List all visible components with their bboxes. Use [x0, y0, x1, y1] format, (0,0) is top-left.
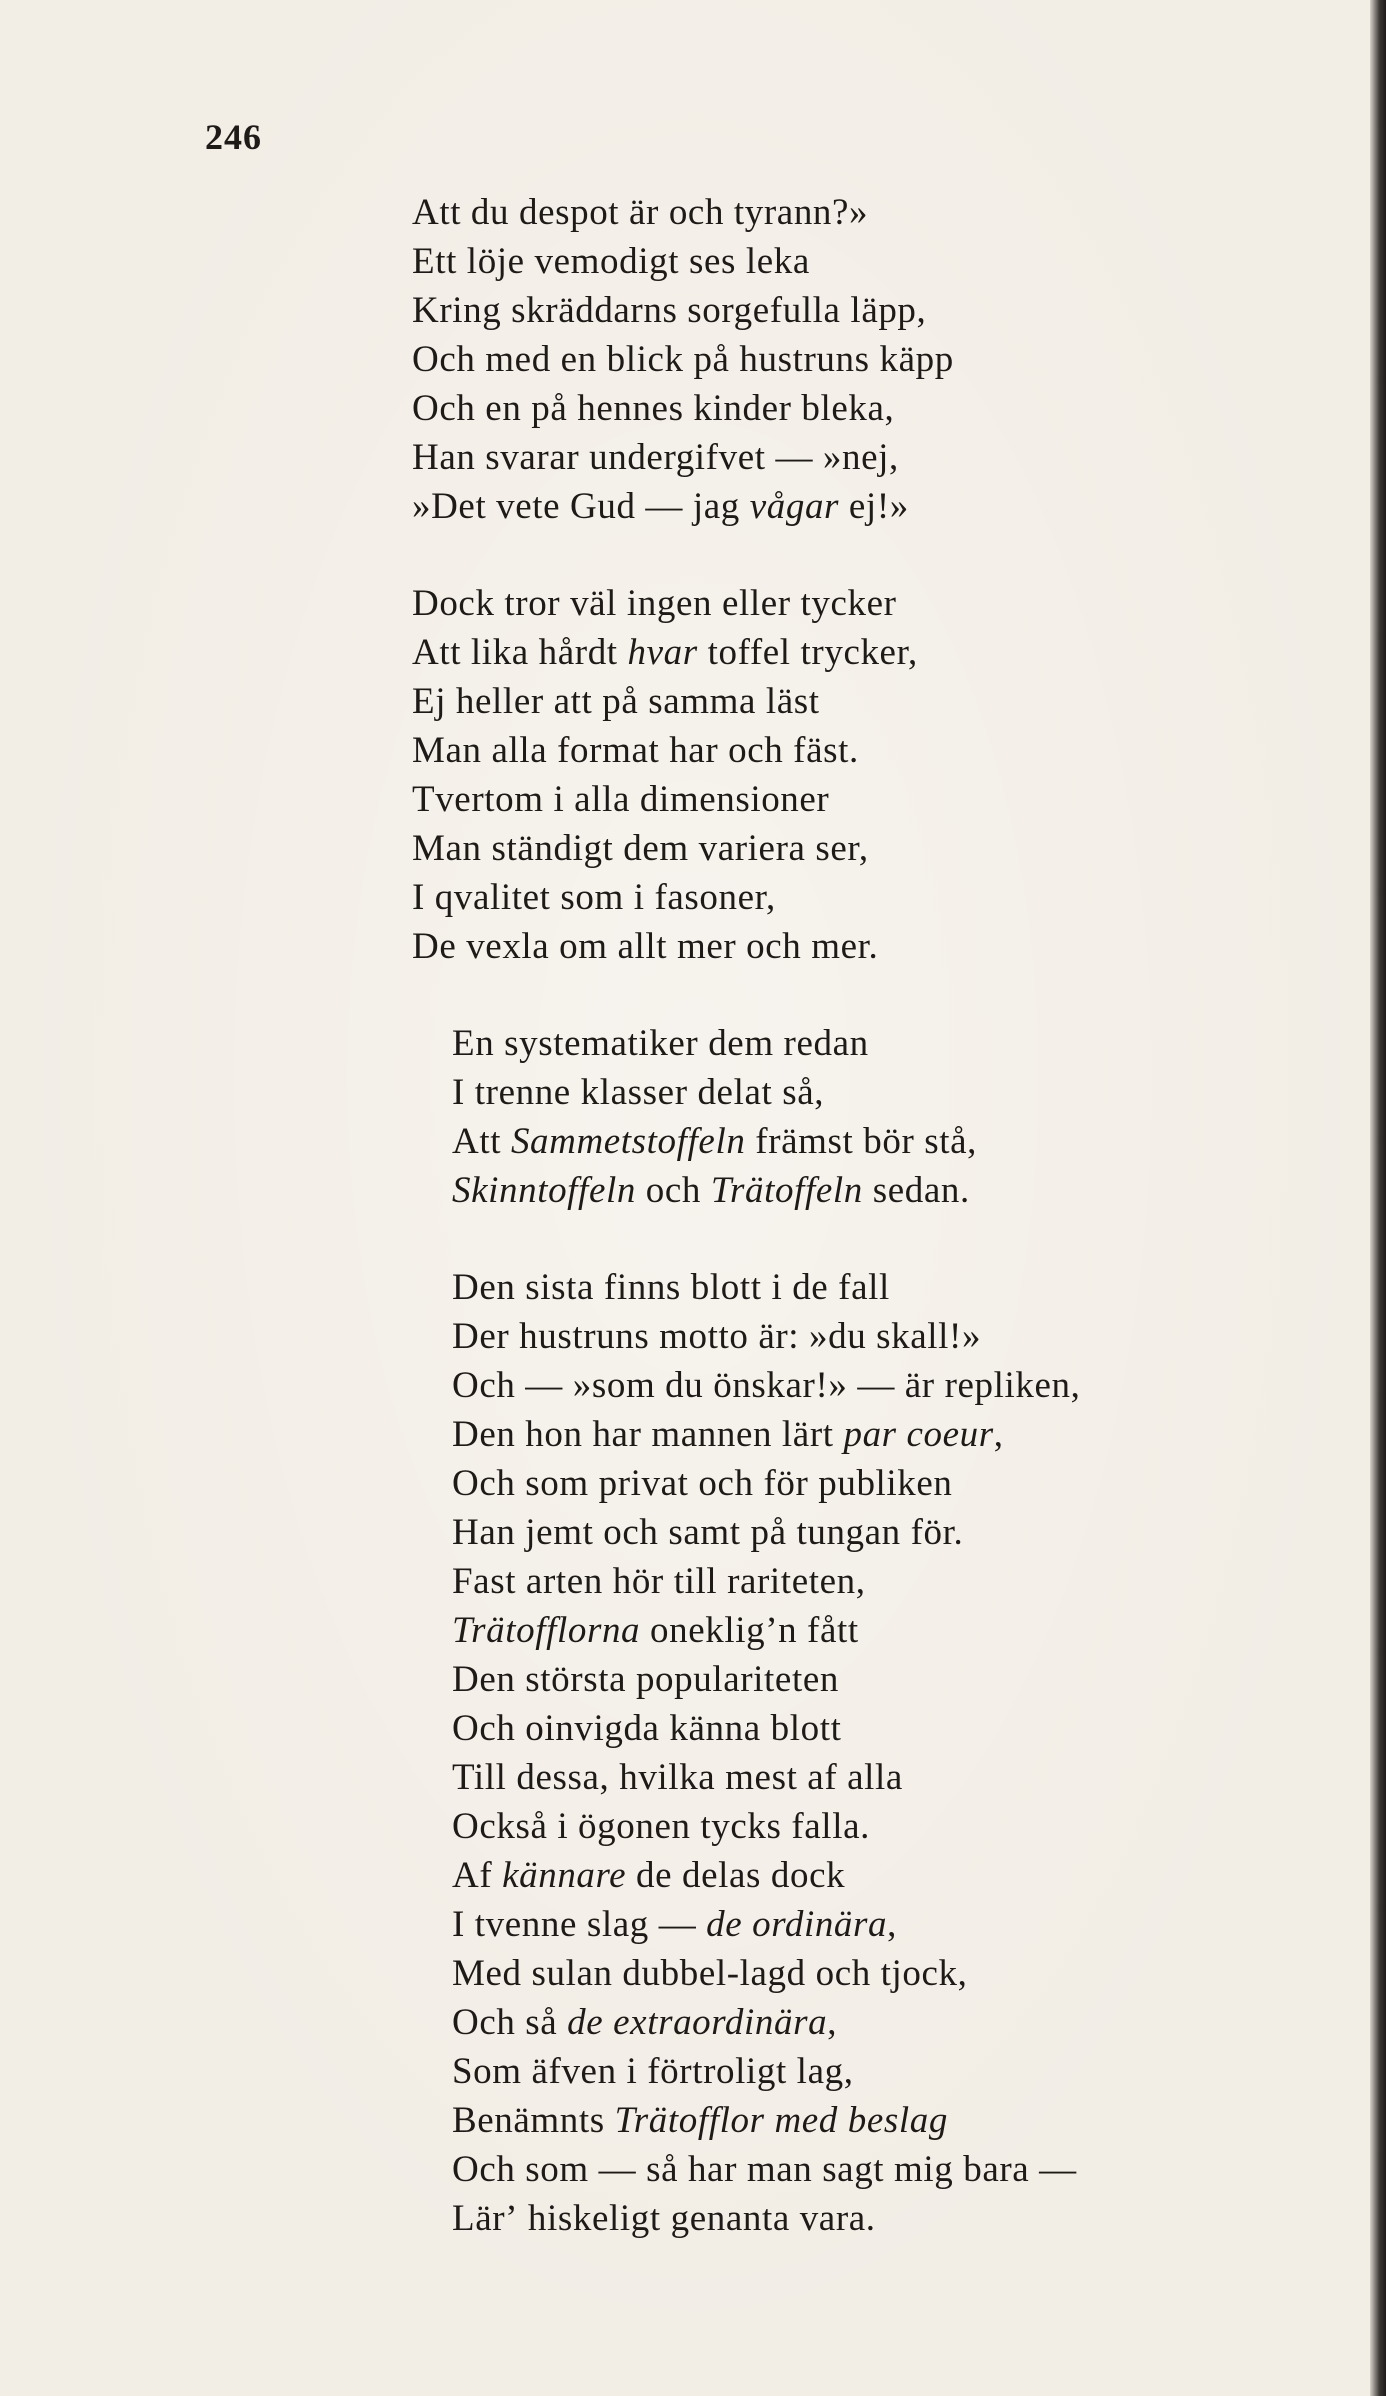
- text-segment: Att: [452, 1121, 511, 1162]
- stanza: [412, 188, 1312, 531]
- poem-line: [452, 1606, 1312, 1655]
- text-segment: Med sulan dubbel-lagd och tjock,: [452, 1953, 968, 1994]
- text-segment: »Det vete Gud — jag: [412, 486, 750, 527]
- poem-line: [452, 1117, 1312, 1166]
- text-segment: I trenne klasser delat så,: [452, 1072, 825, 1113]
- text-segment: Tvertom i alla dimensioner: [412, 779, 830, 820]
- text-segment: toffel trycker,: [697, 632, 918, 673]
- poem-line: [452, 1312, 1312, 1361]
- poem-line: [452, 1019, 1312, 1068]
- text-segment: ,: [993, 1414, 1004, 1455]
- page-number: 246: [205, 117, 262, 157]
- poem-line: [452, 1459, 1312, 1508]
- text-segment: Och som privat och för publiken: [452, 1463, 953, 1504]
- italic-phrase: de ordinära: [706, 1904, 888, 1945]
- poem-line: [412, 677, 1312, 726]
- poem-line: [412, 775, 1312, 824]
- poem-line: [412, 628, 1312, 677]
- text-segment: Fast arten hör till rariteten,: [452, 1561, 866, 1602]
- italic-phrase: kännare: [502, 1855, 627, 1896]
- text-segment: Lärʼ hiskeligt genanta vara.: [452, 2198, 876, 2239]
- poem-line: [452, 1802, 1312, 1851]
- text-segment: sedan.: [862, 1170, 970, 1211]
- text-segment: främst bör stå,: [745, 1121, 977, 1162]
- text-segment: Till dessa, hvilka mest af alla: [452, 1757, 903, 1798]
- poem-line: [452, 1068, 1312, 1117]
- italic-phrase: Skinntoffeln: [452, 1170, 636, 1211]
- text-segment: onekligʼn fått: [640, 1610, 859, 1651]
- italic-phrase: hvar: [627, 632, 698, 673]
- text-segment: Han jemt och samt på tungan för.: [452, 1512, 964, 1553]
- poem-line: [452, 1949, 1312, 1998]
- text-segment: De vexla om allt mer och mer.: [412, 926, 879, 967]
- text-segment: Den hon har mannen lärt: [452, 1414, 844, 1455]
- text-segment: ,: [887, 1904, 897, 1945]
- text-segment: Och som — så har man sagt mig bara —: [452, 2149, 1077, 2190]
- poem-line: [452, 1655, 1312, 1704]
- poem-line: [452, 1508, 1312, 1557]
- text-segment: Som äfven i förtroligt lag,: [452, 2051, 854, 2092]
- poem-line: [452, 1900, 1312, 1949]
- poem-line: [452, 1166, 1312, 1215]
- text-segment: Den sista finns blott i de fall: [452, 1267, 890, 1308]
- text-segment: ej!»: [839, 486, 909, 527]
- italic-phrase: de extraordinära: [567, 2002, 828, 2043]
- text-segment: Der hustruns motto är: »du skall!»: [452, 1316, 982, 1357]
- text-segment: och: [635, 1170, 711, 1211]
- italic-phrase: par coeur: [843, 1414, 994, 1455]
- poem-line: [452, 1410, 1312, 1459]
- text-segment: I qvalitet som i fasoner,: [412, 877, 776, 918]
- stanza: [412, 1019, 1312, 1215]
- text-segment: I tvenne slag —: [452, 1904, 707, 1945]
- poem-line: [412, 433, 1312, 482]
- page-edge: [1370, 0, 1386, 2396]
- text-segment: Han svarar undergifvet — »nej,: [412, 437, 899, 478]
- text-segment: ,: [827, 2002, 838, 2043]
- poem-line: [412, 824, 1312, 873]
- text-segment: Att du despot är och tyrann?»: [412, 192, 869, 233]
- poem-line: [452, 2145, 1312, 2194]
- poem-line: [452, 1704, 1312, 1753]
- poem-line: [412, 188, 1312, 237]
- poem-line: [412, 286, 1312, 335]
- italic-phrase: Trätofflor med beslag: [614, 2100, 948, 2141]
- text-segment: Och oinvigda känna blott: [452, 1708, 842, 1749]
- text-segment: Kring skräddarns sorgefulla läpp,: [412, 290, 927, 331]
- italic-phrase: Sammetstoffeln: [510, 1121, 746, 1162]
- poem-line: [452, 2096, 1312, 2145]
- poem-line: [452, 1557, 1312, 1606]
- text-segment: Af: [452, 1855, 503, 1896]
- stanza: [412, 1263, 1312, 2243]
- poem-line: [412, 482, 1312, 531]
- text-segment: Den största populariteten: [452, 1659, 839, 1700]
- poem-line: [412, 873, 1312, 922]
- text-segment: Och en på hennes kinder bleka,: [412, 388, 895, 429]
- text-segment: Dock tror väl ingen eller tycker: [412, 583, 897, 624]
- poem-line: [452, 1263, 1312, 1312]
- stanza: [412, 579, 1312, 971]
- poem-line: [412, 384, 1312, 433]
- poem-line: [452, 1753, 1312, 1802]
- text-segment: En systematiker dem redan: [452, 1023, 869, 1064]
- text-segment: Man ständigt dem variera ser,: [412, 828, 869, 869]
- poem-line: [412, 335, 1312, 384]
- text-segment: Ej heller att på samma läst: [412, 681, 820, 722]
- poem-line: [412, 922, 1312, 971]
- text-segment: Man alla format har och fäst.: [412, 730, 859, 771]
- poem-line: [452, 1998, 1312, 2047]
- poem-line: [412, 237, 1312, 286]
- text-segment: Att lika hårdt: [412, 632, 628, 673]
- poem-line: [452, 1361, 1312, 1410]
- poem-line: [452, 2194, 1312, 2243]
- poem-line: [452, 1851, 1312, 1900]
- poem-line: [412, 726, 1312, 775]
- text-segment: Och med en blick på hustruns käpp: [412, 339, 954, 380]
- poem-text: [412, 188, 1312, 2291]
- text-segment: Och — »som du önskar!» — är repliken,: [452, 1365, 1081, 1406]
- text-segment: Benämnts: [452, 2100, 615, 2141]
- text-segment: Också i ögonen tycks falla.: [452, 1806, 870, 1847]
- text-segment: Och så: [452, 2002, 568, 2043]
- poem-line: [452, 2047, 1312, 2096]
- text-segment: Ett löje vemodigt ses leka: [412, 241, 810, 282]
- italic-phrase: vågar: [749, 486, 840, 527]
- italic-phrase: Trätofflorna: [452, 1610, 641, 1651]
- poem-line: [412, 579, 1312, 628]
- italic-phrase: Trätoffeln: [710, 1170, 863, 1211]
- text-segment: de delas dock: [626, 1855, 846, 1896]
